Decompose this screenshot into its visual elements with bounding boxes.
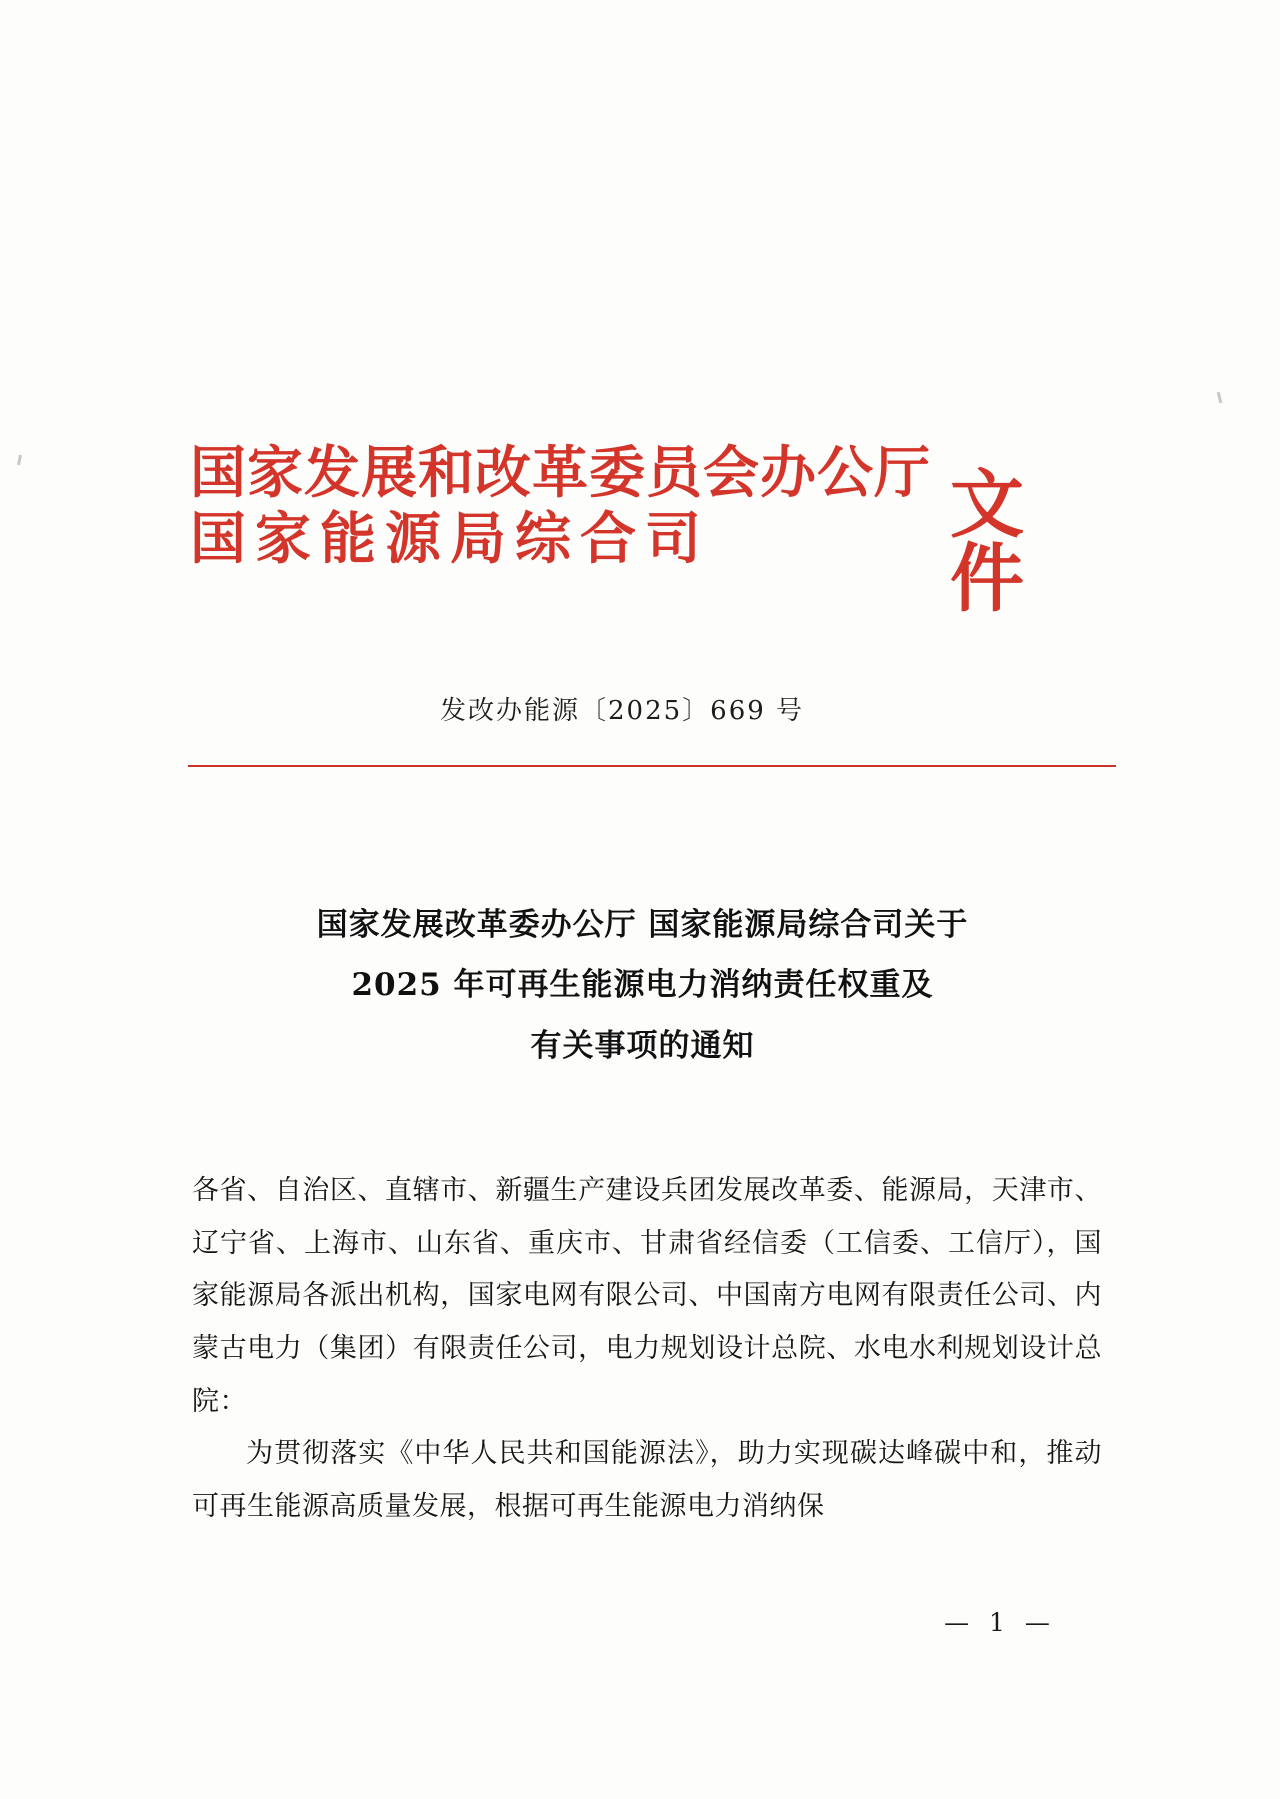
document-number: 发改办能源〔2025〕669 号 [440, 696, 805, 726]
scan-speck [1217, 392, 1223, 403]
masthead-suffix: 文件 [950, 462, 1026, 622]
masthead-agency-names [190, 440, 1026, 622]
masthead [190, 440, 1110, 622]
scan-speck [17, 455, 22, 465]
recipient-paragraph: 各省、自治区、直辖市、新疆生产建设兵团发展改革委、能源局，天津市、辽宁省、上海市、山东省、重庆市、甘肃省经信委（工信委、工信厅），国家能源局各派出机构，国家电网有限公司、中国南方电网有限责任公司、内蒙古电力（集团）有限责任公司，电力规划设计总院、水电水利规划设计总院： [192, 1175, 1102, 1417]
title-line-2: 2025 年可再生能源电力消纳责任权重及 [351, 967, 934, 1004]
body-paragraph: 为贯彻落实《中华人民共和国能源法》，助力实现碳达峰碳中和，推动可再生能源高质量发展，根据可再生能源电力消纳保 [192, 1438, 1102, 1522]
masthead-line-1: 国家发展和改革委员会办公厅 [190, 440, 931, 506]
masthead-line-2: 国家能源局综合司 [190, 506, 710, 573]
document-body [192, 1165, 1102, 1533]
title-line-1: 国家发展改革委办公厅 国家能源局综合司关于 [316, 907, 969, 943]
title-line-3: 有关事项的通知 [530, 1027, 755, 1064]
page-number: — 1 — [944, 1608, 1056, 1637]
page-title [190, 895, 1095, 1076]
red-divider-rule [188, 765, 1116, 767]
